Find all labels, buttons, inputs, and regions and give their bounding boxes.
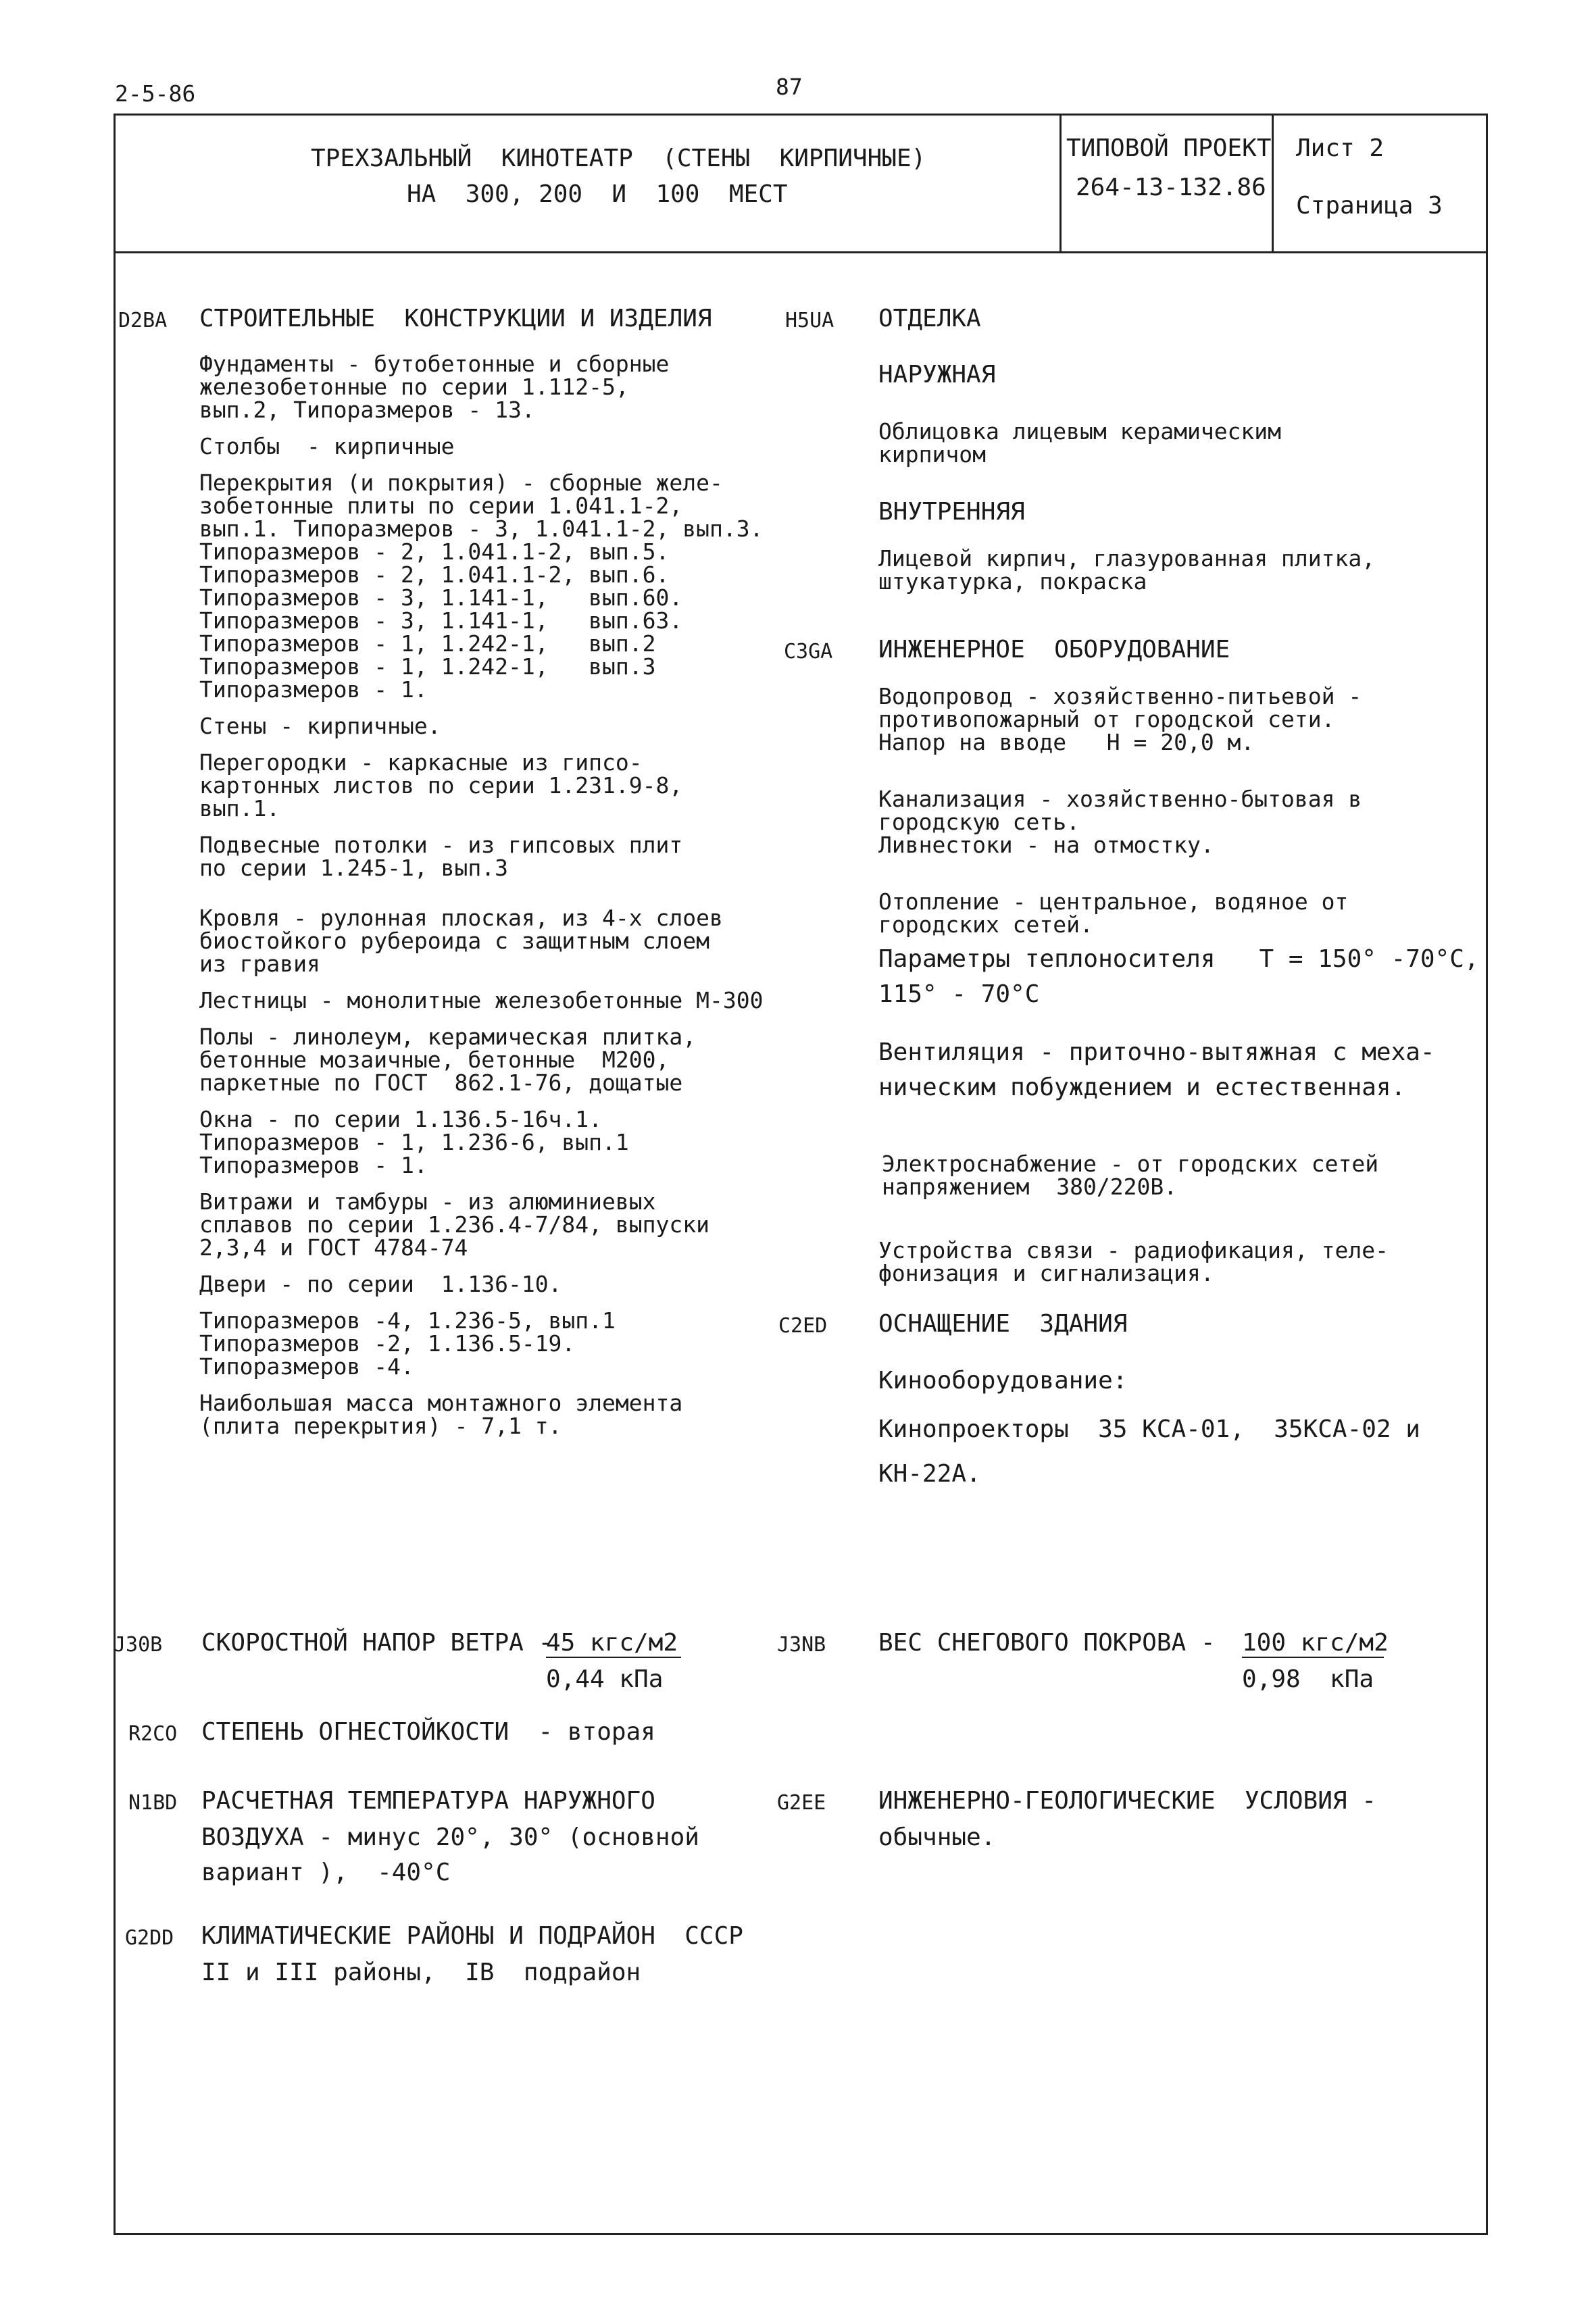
inner-finish-line1: Лицевой кирпич, глазурованная плитка,	[878, 545, 1376, 572]
geology-line2: обычные.	[878, 1823, 996, 1851]
section-code-fire: R2CO	[128, 1722, 178, 1746]
temp-line1: РАСЧЕТНАЯ ТЕМПЕРАТУРА НАРУЖНОГО	[201, 1787, 655, 1815]
construction-line: биостойкого рубероида с защитным слоем	[199, 928, 709, 954]
construction-line: 2,3,4 и ГОСТ 4784-74	[199, 1234, 468, 1261]
construction-line: Типоразмеров -2, 1.136.5-19.	[199, 1330, 576, 1357]
inner-finish-heading: ВНУТРЕННЯЯ	[878, 498, 1025, 526]
construction-line: вып.2, Типоразмеров - 13.	[199, 397, 535, 423]
wind-value-underline	[546, 1657, 681, 1658]
section-code-equipment: C2ED	[778, 1314, 828, 1338]
snow-value1: 100 кгс/м2	[1242, 1629, 1389, 1657]
wind-value2: 0,44 кПа	[546, 1665, 664, 1693]
heating-line1: Отопление - центральное, водяное от	[878, 888, 1349, 915]
construction-line: Столбы - кирпичные	[199, 433, 455, 459]
temp-line2: ВОЗДУХА - минус 20°, 30° (основной	[201, 1823, 699, 1851]
section-code-engineering: C3GA	[784, 640, 833, 663]
heat-params-line2: 115° - 70°С	[878, 980, 1040, 1008]
construction-line: Типоразмеров - 3, 1.141-1, вып.63.	[199, 607, 683, 634]
construction-line: Полы - линолеум, керамическая плитка,	[199, 1024, 697, 1050]
outer-finish-line1: Облицовка лицевым керамическим	[878, 418, 1282, 445]
engineering-heading: ИНЖЕНЕРНОЕ ОБОРУДОВАНИЕ	[878, 636, 1230, 663]
construction-line: Типоразмеров - 1.	[199, 676, 428, 703]
ventilation-line2: ническим побуждением и естественная.	[878, 1074, 1406, 1101]
construction-line: бетонные мозаичные, бетонные М200,	[199, 1047, 670, 1073]
climate-line1: КЛИМАТИЧЕСКИЕ РАЙОНЫ И ПОДРАЙОН СССР	[201, 1922, 743, 1950]
sewer-line2: городскую сеть.	[878, 809, 1080, 835]
construction-line: Стены - кирпичные.	[199, 713, 441, 739]
construction-line: Типоразмеров - 2, 1.041.1-2, вып.6.	[199, 561, 670, 588]
title-line1: ТРЕХЗАЛЬНЫЙ КИНОТЕАТР (СТЕНЫ КИРПИЧНЫЕ)	[311, 145, 926, 172]
water-line3: Напор на вводе Н = 20,0 м.	[878, 729, 1255, 755]
section-code-wind: J30B	[114, 1633, 163, 1657]
sheet-label: Лист 2	[1296, 134, 1385, 162]
section-code-temp: N1BD	[128, 1791, 178, 1815]
project-number: 264-13-132.86	[1076, 174, 1266, 201]
construction-line: из гравия	[199, 951, 320, 977]
comm-line1: Устройства связи - радиофикация, теле-	[878, 1237, 1389, 1263]
construction-heading: СТРОИТЕЛЬНЫЕ КОНСТРУКЦИИ И ИЗДЕЛИЯ	[199, 305, 712, 332]
temp-line3: вариант ), -40°С	[201, 1859, 451, 1886]
heating-line2: городских сетей.	[878, 911, 1093, 938]
section-code-finishing: H5UA	[785, 309, 834, 332]
climate-line2: II и III районы, IB подрайон	[201, 1959, 641, 1986]
construction-line: Типоразмеров - 3, 1.141-1, вып.60.	[199, 584, 683, 611]
construction-line: Подвесные потолки - из гипсовых плит	[199, 832, 683, 858]
construction-line: Фундаменты - бутобетонные и сборные	[199, 351, 670, 377]
construction-line: Типоразмеров - 1, 1.236-6, вып.1	[199, 1129, 629, 1155]
construction-line: Кровля - рулонная плоская, из 4-х слоев	[199, 905, 723, 931]
construction-line: вып.1.	[199, 795, 280, 822]
snow-value-underline	[1242, 1657, 1384, 1658]
power-line2: напряжением 380/220В.	[882, 1174, 1178, 1200]
construction-line: Типоразмеров - 1.	[199, 1152, 428, 1178]
construction-line: Лестницы - монолитные железобетонные М-300	[199, 987, 764, 1013]
equipment-line1: Кинооборудование:	[878, 1367, 1128, 1394]
construction-line: Витражи и тамбуры - из алюминиевых	[199, 1188, 656, 1215]
fire-text: СТЕПЕНЬ ОГНЕСТОЙКОСТИ - вторая	[201, 1718, 655, 1746]
finishing-heading: ОТДЕЛКА	[878, 305, 981, 332]
construction-line: Типоразмеров - 1, 1.242-1, вып.3	[199, 653, 656, 680]
project-label: ТИПОВОЙ ПРОЕКТ	[1066, 134, 1272, 162]
section-code-climate: G2DD	[125, 1926, 174, 1950]
wind-label: СКОРОСТНОЙ НАПОР ВЕТРА -	[201, 1629, 553, 1657]
equipment-line3: КН-22А.	[878, 1460, 981, 1488]
header-divider	[114, 251, 1488, 253]
construction-line: Перекрытия (и покрытия) - сборные желе-	[199, 470, 723, 496]
comm-line2: фонизация и сигнализация.	[878, 1260, 1214, 1286]
construction-line: (плита перекрытия) - 7,1 т.	[199, 1413, 562, 1439]
header-col-divider-1	[1059, 114, 1062, 253]
outer-finish-heading: НАРУЖНАЯ	[878, 361, 996, 388]
sewer-line1: Канализация - хозяйственно-бытовая в	[878, 786, 1362, 812]
construction-line: Типоразмеров -4, 1.236-5, вып.1	[199, 1307, 616, 1334]
construction-line: зобетонные плиты по серии 1.041.1-2,	[199, 493, 683, 519]
construction-line: железобетонные по серии 1.112-5,	[199, 374, 629, 400]
construction-line: по серии 1.245-1, вып.3	[199, 855, 508, 881]
heat-params-line1: Параметры теплоносителя Т = 150° -70°С,	[878, 945, 1479, 973]
construction-line: сплавов по серии 1.236.4-7/84, выпуски	[199, 1211, 709, 1238]
page-label: Страница 3	[1296, 192, 1443, 220]
construction-line: паркетные по ГОСТ 862.1-76, дощатые	[199, 1070, 683, 1096]
construction-line	[199, 880, 763, 893]
title-line2: НА 300, 200 И 100 МЕСТ	[407, 180, 788, 208]
inner-finish-line2: штукатурка, покраска	[878, 568, 1147, 595]
section-code-snow: J3NB	[777, 1633, 826, 1657]
construction-line: картонных листов по серии 1.231.9-8,	[199, 772, 683, 799]
outer-finish-line2: кирпичом	[878, 441, 986, 468]
snow-value2: 0,98 кПа	[1242, 1665, 1374, 1693]
construction-body	[199, 353, 763, 1438]
construction-line: Типоразмеров - 2, 1.041.1-2, вып.5.	[199, 538, 670, 565]
power-line1: Электроснабжение - от городских сетей	[882, 1151, 1379, 1177]
equipment-line2: Кинопроекторы 35 КСА-01, 35КСА-02 и	[878, 1415, 1420, 1443]
section-code-construction: D2BA	[118, 309, 168, 332]
equipment-heading: ОСНАЩЕНИЕ ЗДАНИЯ	[878, 1310, 1128, 1338]
geology-line1: ИНЖЕНЕРНО-ГЕОЛОГИЧЕСКИЕ УСЛОВИЯ -	[878, 1787, 1376, 1815]
construction-line: Типоразмеров - 1, 1.242-1, вып.2	[199, 630, 656, 657]
construction-line: Окна - по серии 1.136.5-16ч.1.	[199, 1106, 603, 1132]
construction-line: Двери - по серии 1.136-10.	[199, 1271, 562, 1297]
construction-line: Наибольшая масса монтажного элемента	[199, 1390, 683, 1416]
page-number: 87	[776, 74, 803, 100]
ventilation-line1: Вентиляция - приточно-вытяжная с меха-	[878, 1038, 1435, 1066]
construction-line: Типоразмеров -4.	[199, 1353, 414, 1380]
wind-value1: 45 кгс/м2	[546, 1629, 678, 1657]
water-line1: Водопровод - хозяйственно-питьевой -	[878, 683, 1362, 709]
section-code-geology: G2EE	[777, 1791, 826, 1815]
water-line2: противопожарный от городской сети.	[878, 706, 1335, 732]
construction-line: вып.1. Типоразмеров - 3, 1.041.1-2, вып.3.	[199, 515, 764, 542]
header-col-divider-2	[1272, 114, 1274, 253]
sewer-line3: Ливнестоки - на отмостку.	[878, 832, 1214, 858]
snow-label: ВЕС СНЕГОВОГО ПОКРОВА -	[878, 1629, 1216, 1657]
construction-line: Перегородки - каркасные из гипсо-	[199, 749, 643, 776]
document-date: 2-5-86	[115, 80, 196, 107]
